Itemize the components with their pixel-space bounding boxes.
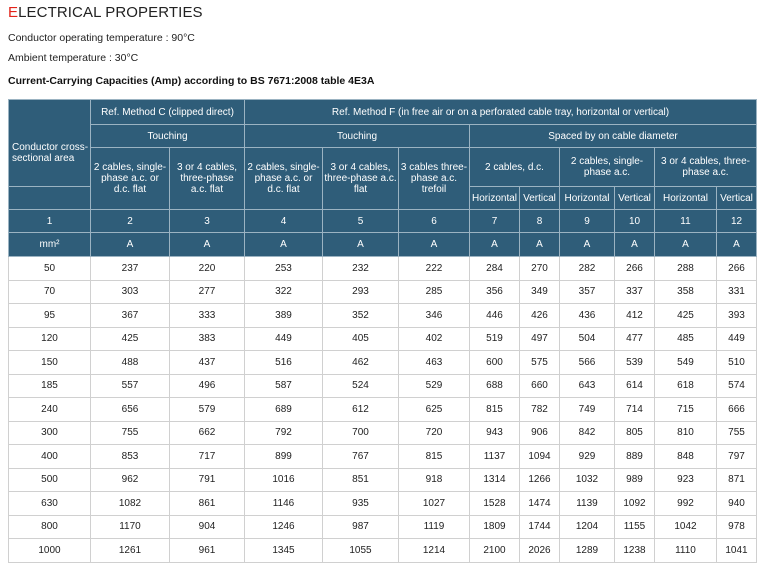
capacity-cell: 1032 <box>560 468 615 492</box>
cross-section-cell: 120 <box>9 327 91 351</box>
capacity-cell: 1238 <box>615 539 655 563</box>
capacity-cell: 791 <box>170 468 245 492</box>
capacity-cell: 282 <box>560 257 615 281</box>
capacity-cell: 918 <box>399 468 470 492</box>
capacity-cell: 497 <box>520 327 560 351</box>
capacity-cell: 266 <box>615 257 655 281</box>
capacity-cell: 232 <box>323 257 399 281</box>
cross-section-cell: 800 <box>9 515 91 539</box>
table-row <box>9 374 757 398</box>
capacity-cell: 904 <box>170 515 245 539</box>
column-number: 4 <box>245 210 323 233</box>
column-number: 1 <box>9 210 91 233</box>
capacity-cell: 1146 <box>245 492 323 516</box>
column-number: 11 <box>655 210 717 233</box>
column-unit: A <box>470 233 520 257</box>
capacity-cell: 1528 <box>470 492 520 516</box>
capacity-cell: 935 <box>323 492 399 516</box>
capacity-cell: 689 <box>245 398 323 422</box>
header-method-f: Ref. Method F (in free air or on a perforated cable tray, horizontal or vertical) <box>245 100 757 125</box>
capacity-cell: 625 <box>399 398 470 422</box>
header-method-c: Ref. Method C (clipped direct) <box>91 100 245 125</box>
column-unit: A <box>323 233 399 257</box>
capacity-cell: 1137 <box>470 445 520 469</box>
capacity-cell: 358 <box>655 280 717 304</box>
cross-section-cell: 240 <box>9 398 91 422</box>
capacity-cell: 923 <box>655 468 717 492</box>
header-spaced: Spaced by on cable diameter <box>470 125 757 148</box>
column-unit: A <box>655 233 717 257</box>
capacity-cell: 929 <box>560 445 615 469</box>
capacity-cell: 782 <box>520 398 560 422</box>
capacity-cell: 815 <box>470 398 520 422</box>
capacity-cell: 437 <box>170 351 245 375</box>
capacity-cell: 277 <box>170 280 245 304</box>
capacity-cell: 463 <box>399 351 470 375</box>
capacity-cell: 662 <box>170 421 245 445</box>
column-number: 6 <box>399 210 470 233</box>
header-col-2: 2 cables, single-phase a.c. or d.c. flat <box>91 148 170 210</box>
capacity-cell: 871 <box>717 468 757 492</box>
capacity-cell: 1345 <box>245 539 323 563</box>
capacity-cell: 755 <box>717 421 757 445</box>
capacity-cell: 446 <box>470 304 520 328</box>
capacity-cell: 851 <box>323 468 399 492</box>
capacity-cell: 940 <box>717 492 757 516</box>
ambient-temperature: Ambient temperature : 30°C <box>8 52 139 64</box>
capacity-cell: 1041 <box>717 539 757 563</box>
capacity-cell: 425 <box>91 327 170 351</box>
capacity-cell: 612 <box>323 398 399 422</box>
capacity-cell: 237 <box>91 257 170 281</box>
capacity-cell: 899 <box>245 445 323 469</box>
capacity-cell: 1266 <box>520 468 560 492</box>
column-number: 7 <box>470 210 520 233</box>
column-number: 10 <box>615 210 655 233</box>
column-unit: A <box>615 233 655 257</box>
table-row <box>9 421 757 445</box>
column-number: 8 <box>520 210 560 233</box>
capacity-cell: 2100 <box>470 539 520 563</box>
column-unit: A <box>520 233 560 257</box>
capacity-cell: 989 <box>615 468 655 492</box>
header-col-11-12: 3 or 4 cables, three-phase a.c. <box>655 148 757 187</box>
table-row <box>9 398 757 422</box>
capacity-cell: 618 <box>655 374 717 398</box>
table-row <box>9 351 757 375</box>
capacity-cell: 2026 <box>520 539 560 563</box>
capacity-cell: 383 <box>170 327 245 351</box>
capacity-cell: 720 <box>399 421 470 445</box>
conductor-temperature: Conductor operating temperature : 90°C <box>8 32 195 44</box>
capacity-cell: 643 <box>560 374 615 398</box>
capacity-cell: 389 <box>245 304 323 328</box>
capacity-cell: 1314 <box>470 468 520 492</box>
cross-section-cell: 70 <box>9 280 91 304</box>
capacity-cell: 656 <box>91 398 170 422</box>
capacity-cell: 717 <box>170 445 245 469</box>
capacity-cell: 1204 <box>560 515 615 539</box>
capacity-cell: 579 <box>170 398 245 422</box>
title-rest: LECTRICAL PROPERTIES <box>18 4 203 21</box>
capacity-cell: 346 <box>399 304 470 328</box>
capacity-cell: 1289 <box>560 539 615 563</box>
capacity-cell: 1155 <box>615 515 655 539</box>
title-first-letter: E <box>8 4 19 21</box>
capacity-cell: 805 <box>615 421 655 445</box>
capacity-cell: 1139 <box>560 492 615 516</box>
capacity-cell: 853 <box>91 445 170 469</box>
capacity-cell: 1170 <box>91 515 170 539</box>
capacity-cell: 861 <box>170 492 245 516</box>
capacity-cell: 1809 <box>470 515 520 539</box>
capacity-cell: 352 <box>323 304 399 328</box>
capacity-cell: 449 <box>245 327 323 351</box>
capacity-cell: 504 <box>560 327 615 351</box>
capacity-cell: 496 <box>170 374 245 398</box>
capacity-cell: 842 <box>560 421 615 445</box>
capacity-cell: 284 <box>470 257 520 281</box>
cross-section-cell: 185 <box>9 374 91 398</box>
capacity-cell: 303 <box>91 280 170 304</box>
capacity-cell: 285 <box>399 280 470 304</box>
capacity-cell: 488 <box>91 351 170 375</box>
capacity-table <box>8 99 757 563</box>
header-col-5: 3 or 4 cables, three-phase a.c. flat <box>323 148 399 210</box>
capacity-cell: 1092 <box>615 492 655 516</box>
capacity-cell: 412 <box>615 304 655 328</box>
cross-section-cell: 400 <box>9 445 91 469</box>
capacity-cell: 449 <box>717 327 757 351</box>
capacity-cell: 978 <box>717 515 757 539</box>
header-orientation: Vertical <box>717 187 757 210</box>
column-unit: A <box>399 233 470 257</box>
cross-section-cell: 1000 <box>9 539 91 563</box>
header-orientation: Horizontal <box>560 187 615 210</box>
capacity-cell: 266 <box>717 257 757 281</box>
column-unit: A <box>717 233 757 257</box>
capacity-cell: 889 <box>615 445 655 469</box>
page-title <box>8 4 203 21</box>
capacity-cell: 510 <box>717 351 757 375</box>
table-row <box>9 539 757 563</box>
capacity-cell: 516 <box>245 351 323 375</box>
capacity-cell: 331 <box>717 280 757 304</box>
header-touching-f: Touching <box>245 125 470 148</box>
column-unit: mm² <box>9 233 91 257</box>
column-number: 5 <box>323 210 399 233</box>
capacity-cell: 943 <box>470 421 520 445</box>
capacity-cell: 660 <box>520 374 560 398</box>
capacity-cell: 815 <box>399 445 470 469</box>
capacity-cell: 1027 <box>399 492 470 516</box>
table-heading: Current-Carrying Capacities (Amp) according to BS 7671:2008 table 4E3A <box>8 75 375 87</box>
capacity-cell: 755 <box>91 421 170 445</box>
capacity-cell: 1110 <box>655 539 717 563</box>
cross-section-cell: 150 <box>9 351 91 375</box>
table-row <box>9 445 757 469</box>
column-unit: A <box>560 233 615 257</box>
capacity-cell: 992 <box>655 492 717 516</box>
capacity-cell: 524 <box>323 374 399 398</box>
capacity-cell: 1016 <box>245 468 323 492</box>
capacity-cell: 426 <box>520 304 560 328</box>
column-number: 2 <box>91 210 170 233</box>
column-number: 9 <box>560 210 615 233</box>
table-row <box>9 280 757 304</box>
capacity-cell: 810 <box>655 421 717 445</box>
capacity-cell: 1119 <box>399 515 470 539</box>
column-number: 3 <box>170 210 245 233</box>
header-col-9-10: 2 cables, single-phase a.c. <box>560 148 655 187</box>
capacity-cell: 477 <box>615 327 655 351</box>
capacity-cell: 749 <box>560 398 615 422</box>
capacity-cell: 322 <box>245 280 323 304</box>
capacity-cell: 700 <box>323 421 399 445</box>
capacity-cell: 797 <box>717 445 757 469</box>
capacity-cell: 1082 <box>91 492 170 516</box>
capacity-cell: 666 <box>717 398 757 422</box>
capacity-cell: 288 <box>655 257 717 281</box>
capacity-cell: 767 <box>323 445 399 469</box>
capacity-cell: 574 <box>717 374 757 398</box>
capacity-cell: 337 <box>615 280 655 304</box>
capacity-cell: 425 <box>655 304 717 328</box>
header-orientation: Horizontal <box>655 187 717 210</box>
capacity-cell: 688 <box>470 374 520 398</box>
capacity-cell: 405 <box>323 327 399 351</box>
capacity-cell: 436 <box>560 304 615 328</box>
capacity-cell: 1261 <box>91 539 170 563</box>
capacity-cell: 485 <box>655 327 717 351</box>
cross-section-cell: 50 <box>9 257 91 281</box>
capacity-cell: 293 <box>323 280 399 304</box>
cross-section-cell: 95 <box>9 304 91 328</box>
header-col-7-8: 2 cables, d.c. <box>470 148 560 187</box>
header-col-6: 3 cables three-phase a.c. trefoil <box>399 148 470 210</box>
header-orientation: Vertical <box>615 187 655 210</box>
capacity-cell: 349 <box>520 280 560 304</box>
capacity-cell: 529 <box>399 374 470 398</box>
capacity-cell: 333 <box>170 304 245 328</box>
capacity-cell: 614 <box>615 374 655 398</box>
capacity-cell: 566 <box>560 351 615 375</box>
header-orientation: Horizontal <box>470 187 520 210</box>
capacity-cell: 714 <box>615 398 655 422</box>
table-row <box>9 257 757 281</box>
capacity-cell: 961 <box>170 539 245 563</box>
capacity-cell: 587 <box>245 374 323 398</box>
capacity-cell: 962 <box>91 468 170 492</box>
table-row <box>9 304 757 328</box>
capacity-cell: 367 <box>91 304 170 328</box>
header-orientation: Vertical <box>520 187 560 210</box>
capacity-cell: 792 <box>245 421 323 445</box>
capacity-cell: 222 <box>399 257 470 281</box>
capacity-cell: 539 <box>615 351 655 375</box>
capacity-cell: 1246 <box>245 515 323 539</box>
cross-section-cell: 500 <box>9 468 91 492</box>
capacity-cell: 715 <box>655 398 717 422</box>
column-unit: A <box>170 233 245 257</box>
capacity-cell: 393 <box>717 304 757 328</box>
header-col-4: 2 cables, single-phase a.c. or d.c. flat <box>245 148 323 210</box>
capacity-cell: 987 <box>323 515 399 539</box>
capacity-cell: 519 <box>470 327 520 351</box>
capacity-cell: 1094 <box>520 445 560 469</box>
capacity-cell: 356 <box>470 280 520 304</box>
table-row <box>9 515 757 539</box>
capacity-cell: 402 <box>399 327 470 351</box>
capacity-cell: 1214 <box>399 539 470 563</box>
header-spacer <box>9 187 91 210</box>
column-unit: A <box>91 233 170 257</box>
capacity-cell: 253 <box>245 257 323 281</box>
capacity-cell: 906 <box>520 421 560 445</box>
capacity-cell: 220 <box>170 257 245 281</box>
capacity-cell: 1474 <box>520 492 560 516</box>
table-row <box>9 327 757 351</box>
cross-section-cell: 630 <box>9 492 91 516</box>
cross-section-cell: 300 <box>9 421 91 445</box>
capacity-cell: 1055 <box>323 539 399 563</box>
capacity-cell: 549 <box>655 351 717 375</box>
header-touching-c: Touching <box>91 125 245 148</box>
table-row <box>9 492 757 516</box>
capacity-cell: 848 <box>655 445 717 469</box>
capacity-cell: 575 <box>520 351 560 375</box>
capacity-cell: 557 <box>91 374 170 398</box>
table-row <box>9 468 757 492</box>
column-number: 12 <box>717 210 757 233</box>
capacity-cell: 600 <box>470 351 520 375</box>
capacity-cell: 1744 <box>520 515 560 539</box>
capacity-cell: 1042 <box>655 515 717 539</box>
capacity-cell: 462 <box>323 351 399 375</box>
capacity-cell: 357 <box>560 280 615 304</box>
capacity-cell: 270 <box>520 257 560 281</box>
column-unit: A <box>245 233 323 257</box>
header-col-3: 3 or 4 cables, three-phase a.c. flat <box>170 148 245 210</box>
header-conductor-area: Conductor cross-sectional area <box>9 100 91 187</box>
